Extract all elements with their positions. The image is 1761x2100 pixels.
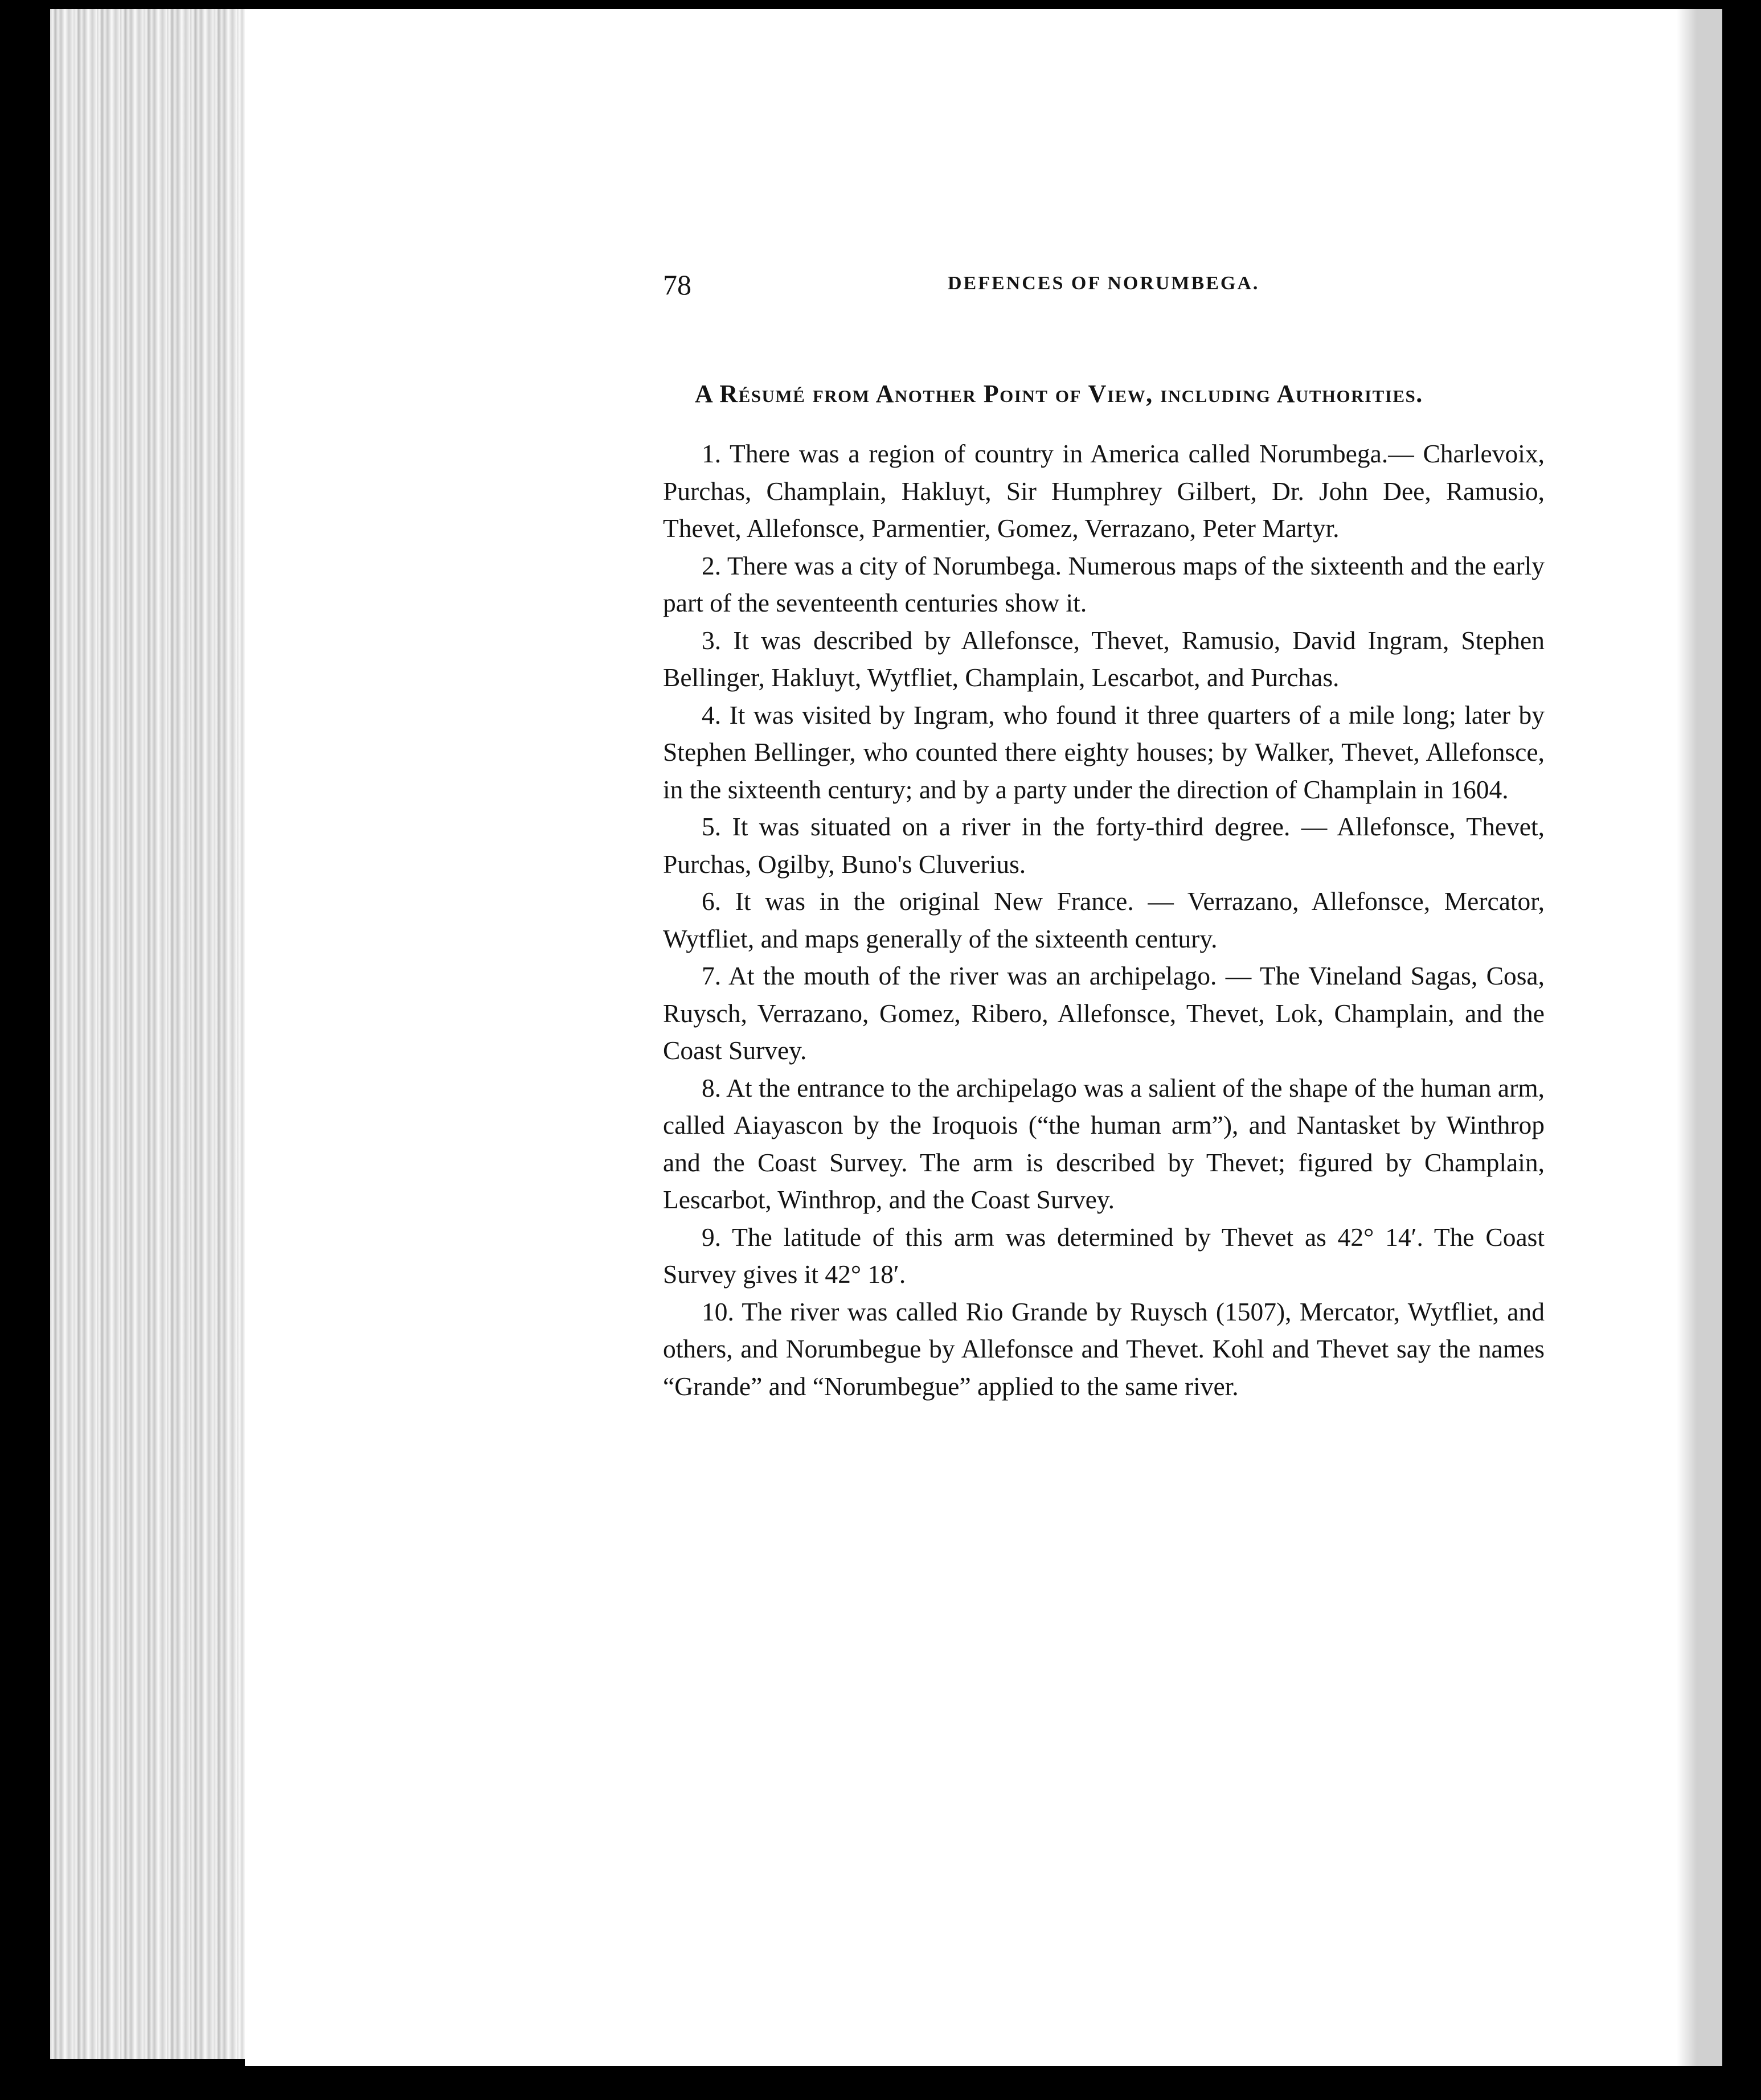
list-item: 5. It was situated on a river in the forty-third degree. — Allefonsce, Thevet, Purchas, Ogilby, Buno's Cluverius. [663,812,1545,879]
list-item: 9. The latitude of this arm was determined by Thevet as 42° 14′. The Coast Survey gives it 42° 18′. [663,1222,1545,1289]
book-right-edge [1697,9,1722,2066]
list-item: 4. It was visited by Ingram, who found it three quarters of a mile long; later by Stephen Bellinger, who counted there eighty houses; by Walker, Thevet, Allefonsce, in the sixteenth century; and by a party under the direction of Champlain in 1604. [663,700,1545,804]
section-heading: A Résumé from Another Point of View, including Authorities. [695,380,1423,408]
page-gutter-shadow [1677,9,1697,2066]
list-item: 1. There was a region of country in America called Norumbega.— Charlevoix, Purchas, Champlain, Hakluyt, Sir Humphrey Gilbert, Dr. John Dee, Ramusio, Thevet, Allefonsce, Parmentier, Gomez, Verrazano, Peter Martyr. [663,439,1545,543]
list-item: 8. At the entrance to the archipelago was a salient of the shape of the human arm, called Aiayascon by the Iroquois (“the human arm”), and Nantasket by Winthrop and the Coast Survey. The arm is described by Thevet; figured by Champlain, Lescarbot, Winthrop, and the Coast Survey. [663,1073,1545,1214]
page-number: 78 [663,269,691,301]
list-item: 2. There was a city of Norumbega. Numerous maps of the sixteenth and the early part of the seventeenth centuries show it. [663,551,1545,617]
list-item: 3. It was described by Allefonsce, Thevet, Ramusio, David Ingram, Stephen Bellinger, Hakluyt, Wytfliet, Champlain, Lescarbot, and Purchas. [663,625,1545,692]
list-item: 7. At the mouth of the river was an archipelago. — The Vineland Sagas, Cosa, Ruysch, Verrazano, Gomez, Ribero, Allefonsce, Thevet, Lok, Champlain, and the Coast Survey. [663,961,1545,1065]
list-item: 10. The river was called Rio Grande by Ruysch (1507), Mercator, Wytfliet, and others, and Norumbegue by Allefonsce and Thevet. Kohl and Thevet say the names “Grande” and “Norumbegue” applied to the same river. [663,1297,1545,1401]
authorities-list [663,435,1545,1405]
running-head: DEFENCES OF NORUMBEGA. [948,273,1260,294]
scan-border [1722,0,1761,2100]
book-page-edges [50,9,255,2059]
list-item: 6. It was in the original New France. — Verrazano, Allefonsce, Mercator, Wytfliet, and maps generally of the sixteenth century. [663,887,1545,953]
